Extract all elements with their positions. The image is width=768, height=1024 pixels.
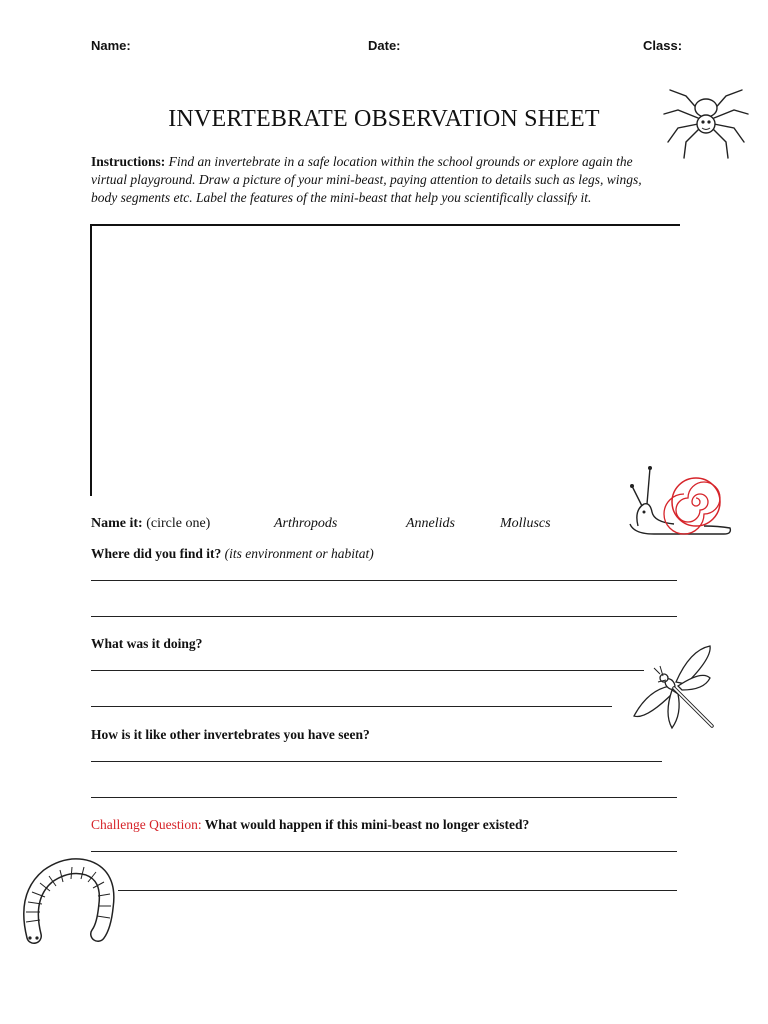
- instructions: [91, 153, 666, 225]
- page-title: INVERTEBRATE OBSERVATION SHEET: [168, 106, 600, 132]
- answer-line[interactable]: [91, 580, 677, 581]
- question-doing: What was it doing?: [91, 636, 203, 651]
- option-arthropods[interactable]: Arthropods: [274, 516, 338, 531]
- dragonfly-icon: [630, 644, 722, 736]
- instructions-label: Instructions:: [91, 154, 166, 169]
- name-label: Name:: [91, 38, 131, 53]
- name-it-label: Name it:: [91, 516, 143, 531]
- instructions-text: Find an invertebrate in a safe location within the school grounds or explore again the virtual playground. Draw a picture of your mini-beast, paying attention to details such as legs, wings, body segments etc. Label the features of the mini-beast that help you scientifically classify it.: [91, 154, 642, 205]
- question-where: [91, 546, 374, 562]
- answer-line[interactable]: [91, 761, 662, 762]
- name-it-row: [91, 516, 210, 532]
- answer-line[interactable]: [91, 670, 644, 671]
- answer-line[interactable]: [118, 890, 677, 891]
- option-molluscs[interactable]: Molluscs: [500, 516, 551, 531]
- spider-icon: [660, 84, 752, 162]
- answer-line[interactable]: [91, 797, 677, 798]
- question-where-label: Where did you find it?: [91, 546, 222, 561]
- name-it-hint: (circle one): [146, 516, 211, 531]
- question-like: How is it like other invertebrates you have seen?: [91, 727, 370, 742]
- class-label: Class:: [643, 38, 683, 53]
- drawing-area[interactable]: [90, 224, 680, 496]
- option-annelids[interactable]: Annelids: [406, 516, 455, 531]
- question-challenge: [91, 817, 529, 833]
- answer-line[interactable]: [91, 616, 677, 617]
- date-label: Date:: [368, 38, 401, 53]
- answer-line[interactable]: [91, 851, 677, 852]
- challenge-label: What would happen if this mini-beast no longer existed?: [204, 817, 530, 832]
- question-where-hint: (its environment or habitat): [224, 546, 374, 561]
- snail-icon: [624, 464, 736, 544]
- challenge-prefix: Challenge Question:: [91, 817, 202, 832]
- worm-icon: [18, 856, 118, 948]
- answer-line[interactable]: [91, 706, 612, 707]
